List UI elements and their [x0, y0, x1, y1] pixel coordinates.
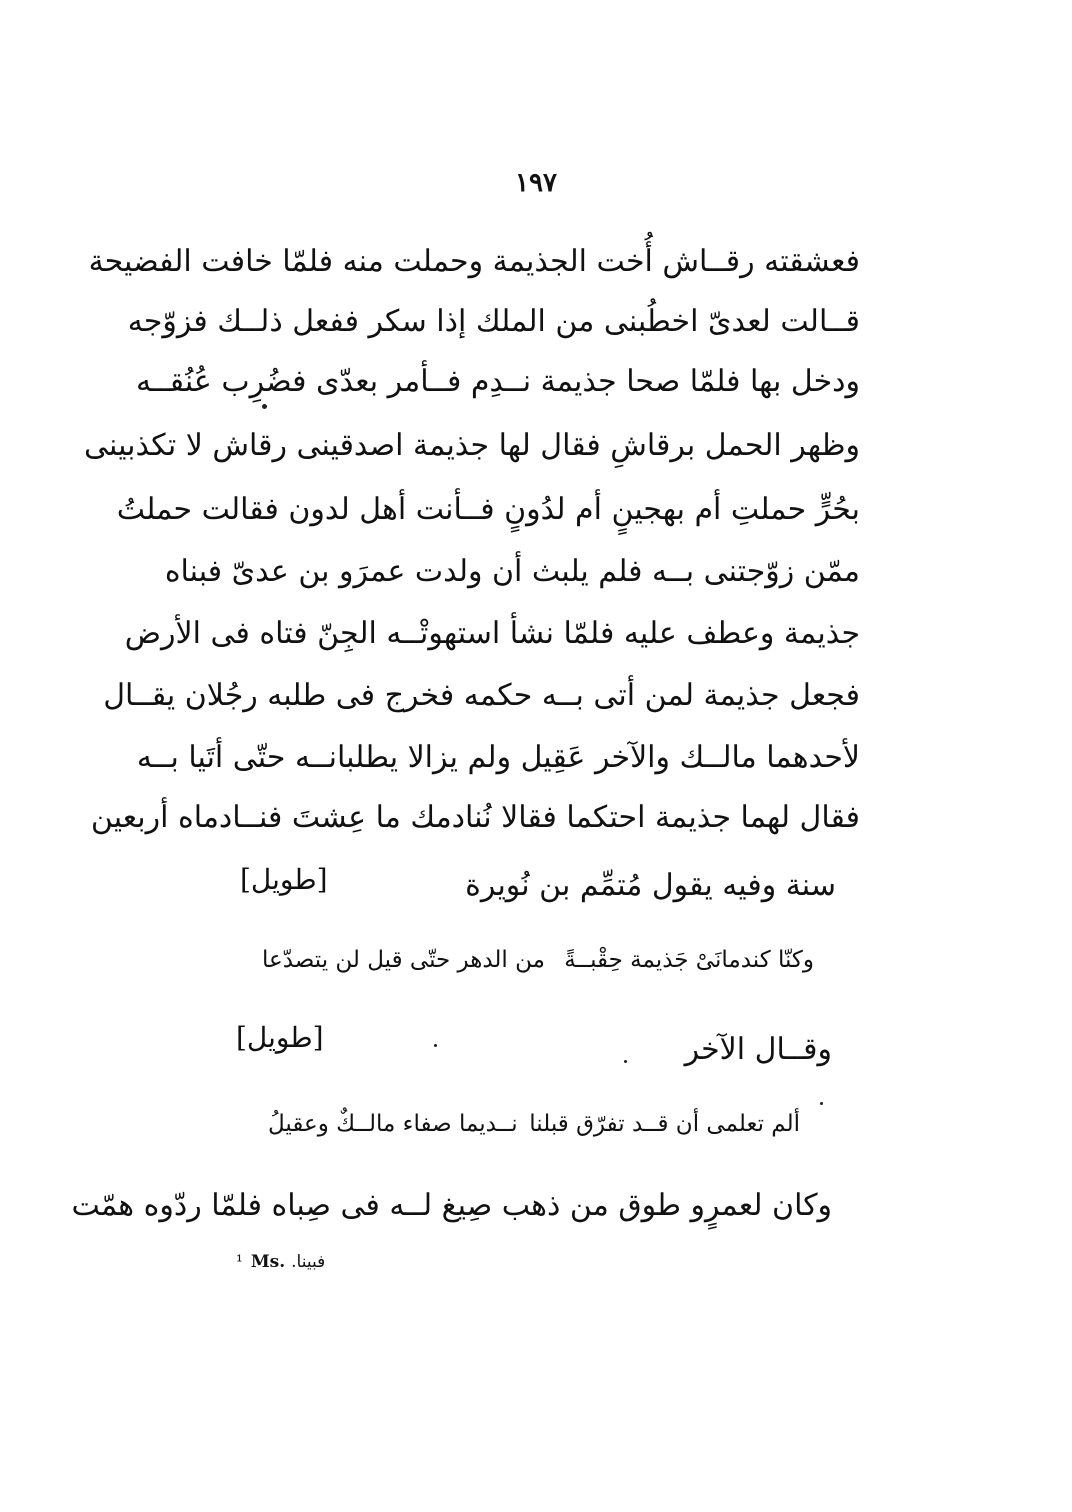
prose-line: وظهر الحمل برقاشِ فقال لها جذيمة اصدقينى رقاش لا تكذبينى — [84, 428, 860, 463]
scan-speck — [262, 404, 267, 409]
footnote — [236, 1250, 325, 1274]
prose-meter-line: سنة وفيه يقول مُتمِّم بن نُويرة — [465, 868, 836, 903]
page-number: ١٩٧ — [515, 168, 557, 198]
meter-label: [طويل] — [236, 1021, 324, 1054]
footnote-mark: ¹ — [236, 1252, 243, 1272]
scan-speck — [820, 1102, 823, 1105]
prose-line: بحُرٍّ حملتِ أم بهجينٍ أم لدُونٍ فــأنت أهل لدون فقالت حملتُ — [116, 492, 860, 527]
prose-line: فعشقته رقــاش أُخت الجذيمة وحملت منه فلمّا خافت الفضيحة — [88, 244, 860, 279]
verse-hemistich-second: نــديما صفاء مالــكٌ وعقيلُ — [268, 1111, 518, 1137]
scan-speck — [624, 1060, 627, 1063]
footnote-word: فبينا. — [291, 1252, 326, 1272]
footnote-label: Ms. — [250, 1252, 286, 1272]
verse-hemistich-second: من الدهر حتّى قيل لن يتصدّعا — [262, 947, 545, 973]
prose-line: فقال لهما جذيمة احتكما فقالا نُنادمك ما عِشتَ فنــادماه أربعين — [90, 800, 860, 835]
prose-line: لأحدهما مالــك والآخر عَقِيل ولم يزالا يطلبانــه حتّى أتَيا بــه — [136, 740, 860, 775]
meter-label: [طويل] — [240, 863, 328, 896]
verse-intro: وقــال الآخر — [684, 1032, 832, 1067]
prose-line: ممّن زوّجتنى بــه فلم يلبث أن ولدت عمرَو بن عدىّ فبناه — [164, 554, 860, 589]
verse-hemistich-first: ألم تعلمى أن قــد تفرّق قبلنا — [529, 1111, 800, 1137]
verse-hemistich-first: وكنّا كندمانَىْ جَذيمة حِقْبــةً — [564, 947, 814, 973]
scan-speck — [434, 1044, 437, 1047]
prose-line: قــالت لعدىّ اخطُبنى من الملك إذا سكر ففعل ذلــك فزوّجه — [127, 304, 860, 339]
prose-line: وكان لعمرٍو طوق من ذهب صِيغ لــه فى صِباه فلمّا ردّوه همّت — [71, 1188, 832, 1223]
prose-line: فجعل جذيمة لمن أتى بــه حكمه فخرج فى طلبه رجُلان يقــال — [103, 678, 860, 713]
prose-line: ودخل بها فلمّا صحا جذيمة نــدِم فــأمر بعدّى فضُرِب عُنُقــه — [136, 364, 860, 399]
prose-line: جذيمة وعطف عليه فلمّا نشأ استهوتْــه الجِنّ فتاه فى الأرض — [124, 616, 860, 651]
